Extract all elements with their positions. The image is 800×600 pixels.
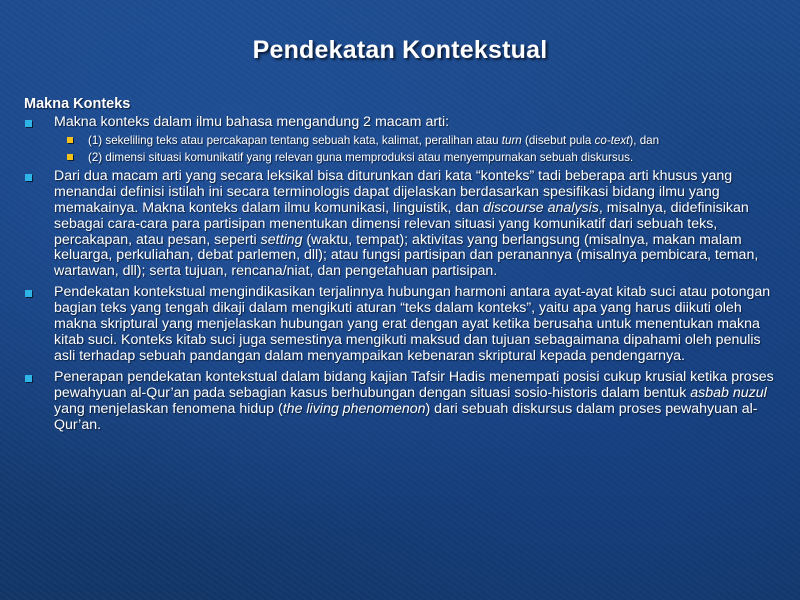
sub-bullet-text: (2) dimensi situasi komunikatif yang relevan guna memproduksi atau menyempurnakan sebuah diskursus. — [88, 150, 634, 164]
bullet-text: Penerapan pendekatan kontekstual dalam bidang kajian Tafsir Hadis menempati posisi cukup krusial ketika proses pewahyuan al-Qur’an pada sebagian kasus berhubungan dengan situasi sosio-historis dalam bentuk asbab nuzul yang menjelaskan fenomena hidup (the living phenomenon) dari sebuah diskursus dalam proses pewahyuan al-Qur’an. — [54, 368, 774, 433]
bullet-item — [24, 285, 774, 365]
square-bullet-icon — [25, 375, 32, 382]
section-heading: Makna Konteks — [24, 96, 131, 112]
slide-title: Pendekatan Kontekstual — [252, 36, 548, 64]
slide-content — [24, 95, 774, 433]
sub-bullet-item — [24, 133, 774, 148]
square-bullet-icon — [25, 120, 32, 127]
square-bullet-icon — [67, 137, 73, 143]
bullet-item — [24, 169, 774, 280]
sub-bullet-text: (1) sekeliling teks atau percakapan tentang sebuah kata, kalimat, peralihan atau turn (disebut pula co-text), dan — [88, 133, 660, 147]
bullet-text: Makna konteks dalam ilmu bahasa mengandung 2 macam arti: — [54, 114, 450, 130]
sub-bullet-item — [24, 150, 774, 165]
bullet-text: Pendekatan kontekstual mengindikasikan terjalinnya hubungan harmoni antara ayat-ayat kitab suci atau potongan bagian teks yang tengah dikaji dalam mengikuti aturan “teks dalam konteks”, yaitu apa yang harus diikuti oleh makna skriptural yang menjelaskan hubungan yang erat dengan ayat ketika berusaha untuk menentukan makna kitab suci. Konteks kitab suci juga semestinya mengikuti maksud dan tujuan sebagaimana dipahami oleh penulis asli terhadap sebuah pandangan dalam menyampaikan kebenaran skriptural kepada pendengarnya. — [54, 284, 771, 364]
bullet-item — [24, 115, 774, 131]
square-bullet-icon — [67, 154, 73, 160]
square-bullet-icon — [25, 174, 32, 181]
bullet-text: Dari dua macam arti yang secara leksikal bisa diturunkan dari kata “konteks” tadi beberapa arti khusus yang menandai definisi istilah ini secara terminologis dapat dijelaskan berdasarkan spesifikasi bidang ilmu yang memakainya. Makna konteks dalam ilmu komunikasi, linguistik, dan discourse analysis, misalnya, didefinisikan sebagai cara-cara para partisipan menentukan dimensi relevan situasi yang komunikatif dari sebuah teks, percakapan, atau pesan, seperti setting (waktu, tempat); aktivitas yang berlangsung (misalnya, makan malam keluarga, perkuliahan, debat parlemen, dll); atau fungsi partisipan dan peranannya (misalnya pembicara, teman, wartawan, dll); serta tujuan, rencana/niat, dan pengetahuan partisipan. — [54, 167, 759, 280]
bullet-item — [24, 370, 774, 434]
square-bullet-icon — [25, 290, 32, 297]
